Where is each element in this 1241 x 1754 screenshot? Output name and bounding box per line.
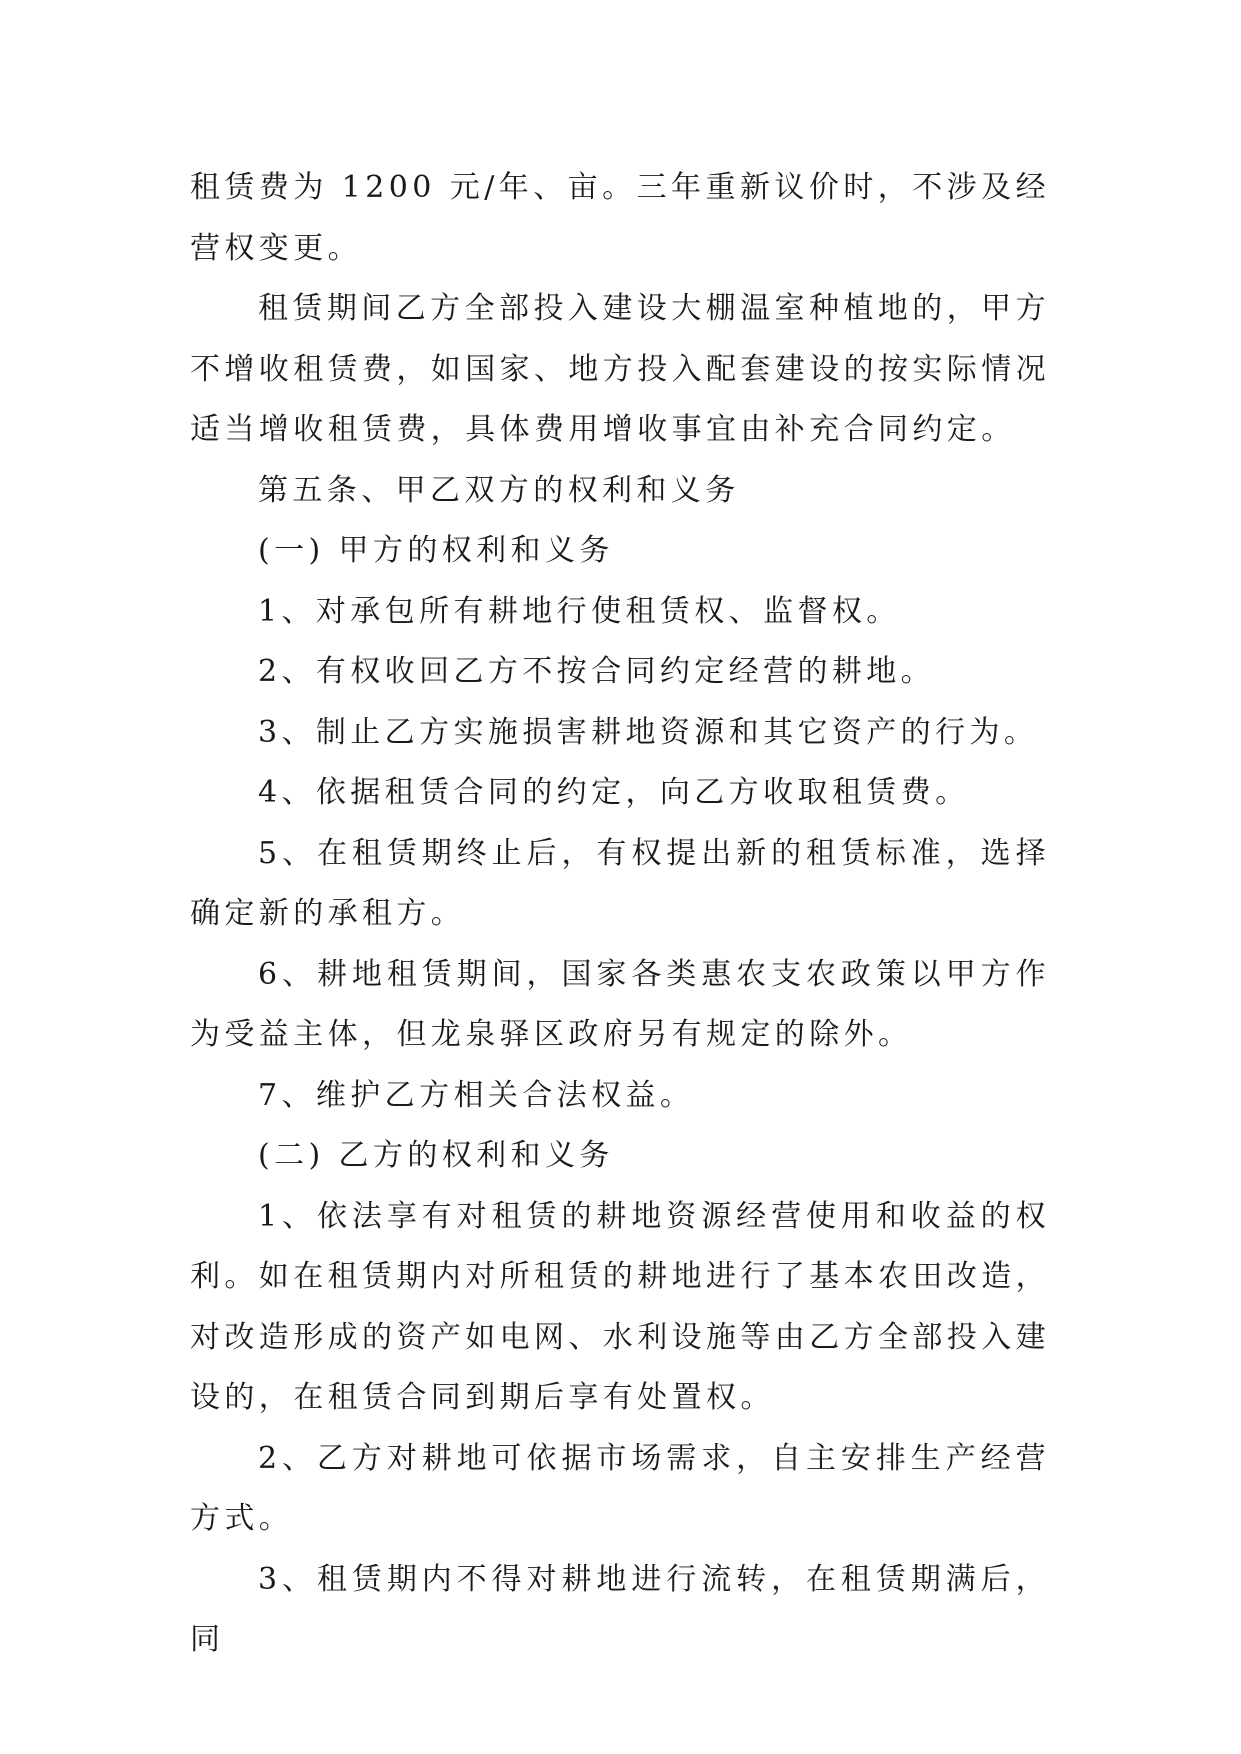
list-item: 7、维护乙方相关合法权益。 (258, 1077, 695, 1113)
paragraph: 租赁期间乙方全部投入建设大棚温室种植地的，甲方不增收租赁费，如国家、地方投入配套建设的按实际情况适当增收租赁费，具体费用增收事宜由补充合同约定。 (190, 291, 1050, 447)
list-item: 2、乙方对耕地可依据市场需求，自主安排生产经营方式。 (190, 1440, 1050, 1536)
list-item: 5、在租赁期终止后，有权提出新的租赁标准，选择确定新的承租方。 (190, 835, 1050, 931)
subsection-heading: (一) 甲方的权利和义务 (258, 533, 614, 568)
section-heading: 第五条、甲乙双方的权利和义务 (258, 472, 740, 508)
paragraph: 租赁费为 1200 元/年、亩。三年重新议价时，不涉及经营权变更。 (190, 170, 1050, 266)
list-item: 2、有权收回乙方不按合同约定经营的耕地。 (258, 654, 936, 689)
subsection-heading: (二) 乙方的权利和义务 (258, 1138, 614, 1173)
list-item: 4、依据租赁合同的约定，向乙方收取租赁费。 (258, 775, 970, 810)
document-body (190, 158, 1050, 1671)
list-item: 3、租赁期内不得对耕地进行流转，在租赁期满后，同 (190, 1561, 1050, 1657)
list-item: 1、对承包所有耕地行使租赁权、监督权。 (258, 593, 901, 629)
list-item: 6、耕地租赁期间，国家各类惠农支农政策以甲方作为受益主体，但龙泉驿区政府另有规定的除外。 (190, 956, 1050, 1052)
list-item: 3、制止乙方实施损害耕地资源和其它资产的行为。 (258, 714, 1039, 750)
list-item: 1、依法享有对租赁的耕地资源经营使用和收益的权利。如在租赁期内对所租赁的耕地进行了基本农田改造，对改造形成的资产如电网、水利设施等由乙方全部投入建设的，在租赁合同到期后享有处置权。 (190, 1198, 1050, 1415)
